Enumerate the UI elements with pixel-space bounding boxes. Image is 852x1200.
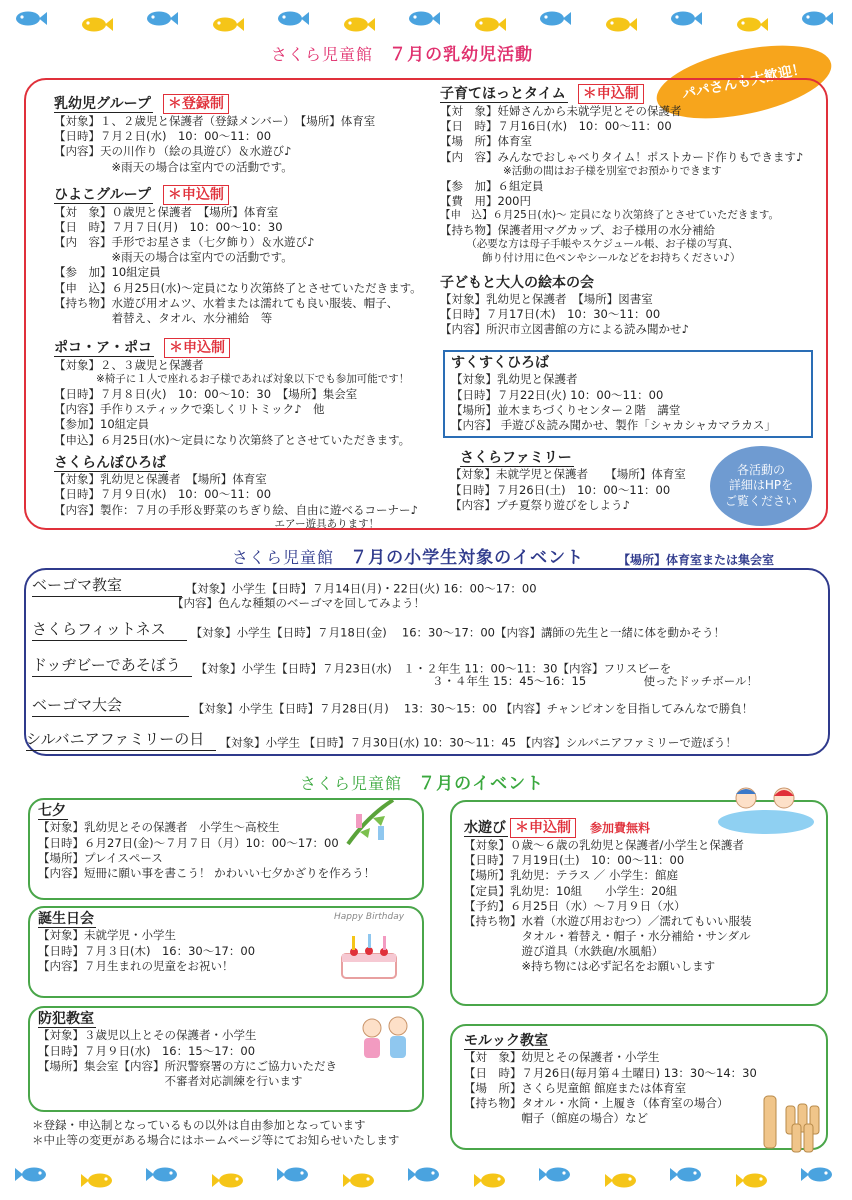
kosodate-line: 【持ち物】保護者用マグカップ、お子様用の水分補給 (440, 222, 715, 237)
event-detail: ３・４年生 15：45～16：15 使ったドッチボール！ (432, 674, 758, 688)
nyuyouji-name: 乳幼児グループ (54, 96, 151, 112)
mizuasobi-line: 【定員】乳幼児：10組 小学生：20組 (464, 883, 678, 898)
hiyoko-tag: ＊申込制 (163, 185, 229, 205)
fish-icon (342, 16, 376, 33)
ehon-line: 【日時】７月17日(木) 10：30～11：00 (440, 307, 661, 322)
poco-heading (54, 338, 430, 358)
mizuasobi-line: 【持ち物】水着（水遊び用おむつ）／濡れてもいい服装 (464, 913, 752, 928)
poco-line: 【参加】10組定員 (54, 417, 150, 432)
kosodate-line: 飾り付け用に色ペンやシールなどをお持ちください♪） (440, 251, 741, 264)
hiyoko-line: 【申 込】６月25日(水)～定員になり次第終了とさせていただきます。 (54, 280, 422, 295)
sukusuku-line: 【場所】並木まちづくりセンター２階 講堂 (451, 402, 681, 417)
birthday-cake-text: Happy Birthday (334, 912, 405, 922)
fish-icon (211, 16, 245, 33)
poco-line: 【日時】７月８日(火) 10：00～10：30 【場所】集会室 (54, 387, 358, 402)
event-detail: 【対象】小学生【日時】７月28日(月) 13：30～15：00 【内容】チャンピオンを目指してみんなで勝負！ (192, 701, 754, 716)
event-name: ベーゴマ教室 (32, 576, 182, 597)
bouhan-line: 【日時】７月９日(水) 16：15～17：00 (38, 1043, 256, 1058)
elementary-title-prefix: さくら児童館 (232, 548, 335, 567)
mizuasobi-line: ※持ち物には必ず記名をお願いします (464, 959, 716, 974)
bottom-fish-decoration (0, 1160, 852, 1200)
ehon-line: 【対象】乳幼児と保護者 【場所】図書室 (440, 292, 653, 307)
nyuyouji-line: 【日時】７月２日(水) 10：00～11：00 (54, 129, 272, 144)
elementary-events-title (232, 547, 584, 569)
event-detail: 【内容】色んな種類のベーゴマを回してみよう！ (172, 596, 425, 610)
fish-icon (80, 1172, 114, 1189)
kosodate-line: 【対 象】妊婦さんから未就学児とその保護者 (440, 104, 682, 118)
fish-icon (145, 1166, 179, 1183)
fish-icon (80, 16, 114, 33)
poco-line: ※椅子に１人で座れるお子様であれば対象以下でも参加可能です！ (54, 373, 410, 386)
fish-icon (735, 1172, 769, 1189)
infant-title-main: ７月の乳幼児活動 (389, 45, 534, 65)
molkky-line: 【対 象】幼児とその保護者・小学生 (464, 1050, 660, 1065)
elementary-title-main: ７月の小学生対象のイベント (350, 548, 585, 568)
mizuasobi-name: 水遊び (464, 820, 506, 836)
infant-right-column (440, 84, 820, 338)
sakuranbo-group (54, 454, 430, 532)
mizuasobi-line: 【場所】乳幼児：テラス ／ 小学生：館庭 (464, 868, 678, 883)
hiyoko-line: 【対 象】０歳児と保護者 【場所】体育室 (54, 204, 279, 219)
tanabata-line: 【場所】プレイスペース (38, 850, 163, 865)
event-detail: 【対象】小学生【日時】７月18日(金) 16：30～17：00【内容】講師の先生と一緒に体を動かそう！ (190, 625, 725, 640)
molkky-name: モルック教室 (464, 1033, 548, 1049)
birthday-name: 誕生日会 (38, 911, 94, 927)
fish-icon (276, 1166, 310, 1183)
fish-icon (407, 1166, 441, 1183)
fish-icon (342, 1172, 376, 1189)
birthday-line: 【対象】未就学児・小学生 (38, 928, 176, 943)
event-name: さくらフィットネス (32, 620, 187, 641)
fish-icon (473, 1172, 507, 1189)
fish-icon (276, 10, 310, 27)
fish-icon (145, 10, 179, 27)
kosodate-name: 子育てほっとタイム (440, 86, 566, 102)
fish-icon (800, 1166, 834, 1183)
poco-line: 【申込】６月25日(水)～定員になり次第終了とさせていただきます。 (54, 432, 411, 447)
event-name: シルバニアファミリーの日 (26, 730, 216, 751)
fish-icon (473, 16, 507, 33)
kosodate-line: 【申 込】６月25日(水)～ 定員になり次第終了とさせていただきます。 (440, 208, 780, 221)
bouhan-name: 防犯教室 (38, 1011, 94, 1027)
tanabata-line: 【日時】６月27日(金)～７月７日（月）10：00～17：00 (38, 835, 339, 850)
mizuasobi-line: タオル・着替え・帽子・水分補給・サンダル (464, 929, 751, 944)
molkky-pins-icon (760, 1092, 830, 1156)
molkky-line: 【持ち物】タオル・水筒・上履き（体育室の場合） (464, 1095, 729, 1110)
papa-welcome-text: パパさんも大歓迎！ (680, 60, 808, 103)
sukusuku-box (443, 350, 813, 438)
kosodate-line: 【日 時】７月16日(水) 10：00～11：00 (440, 119, 672, 134)
mizuasobi-tag: ＊申込制 (510, 818, 576, 838)
sakura-family-group (450, 449, 730, 513)
kosodate-heading (440, 84, 820, 104)
info-bubble (710, 446, 812, 526)
sakura-family-name: さくらファミリー (460, 450, 572, 466)
fish-icon (604, 16, 638, 33)
sukusuku-line: 【日時】７月22日(火) 10：00～11：00 (451, 387, 664, 402)
ehon-line: 【内容】所沢市立図書館の方による読み聞かせ♪ (440, 322, 689, 337)
sakuranbo-line: 【日時】７月９日(水) 10：00～11：00 (54, 487, 272, 502)
july-title-prefix: さくら児童館 (300, 774, 403, 793)
sukusuku-name: すくすくひろば (451, 355, 549, 371)
sakura-family-line: 【対象】未就学児と保護者 【場所】体育室 (450, 467, 686, 482)
hiyoko-line: 【日 時】７月７日(月) 10：00～10：30 (54, 219, 283, 234)
mizuasobi-line: 【日時】７月19日(土) 10：00～11：00 (464, 853, 685, 868)
nyuyouji-tag: ＊登録制 (163, 94, 229, 114)
water-play-icon (716, 780, 816, 836)
footnote-line: ＊登録・申込制となっているもの以外は自由参加となっています (32, 1118, 366, 1132)
infant-activities-title (271, 44, 533, 66)
event-detail: 【対象】小学生 【日時】７月30日(水) 10：30～11：45 【内容】シルバニアファミリーで遊ぼう！ (219, 735, 737, 750)
molkky-line: 帽子（館庭の場合）など (464, 1111, 648, 1126)
top-fish-decoration (0, 4, 852, 44)
july-events-title (300, 773, 544, 795)
poco-a-poco-group (54, 338, 430, 448)
sakura-family-line: 【内容】プチ夏祭り遊びをしよう♪ (450, 497, 630, 512)
molkky-line: 【場 所】さくら児童館 館庭または体育室 (464, 1080, 687, 1095)
sakuranbo-heading (54, 454, 430, 472)
poco-line: 【内容】手作りスティックで楽しくリトミック♪ 他 (54, 402, 325, 417)
fish-icon (800, 10, 834, 27)
bamboo-icon (338, 796, 398, 846)
nyuyouji-line: ※雨天の場合は室内での活動です。 (54, 159, 293, 174)
fish-icon (604, 1172, 638, 1189)
info-bubble-line: ご覧ください (724, 493, 797, 508)
event-detail: 【対象】小学生【日時】７月14日(月)・22日(火) 16：00～17：00 (185, 581, 537, 596)
hiyoko-name: ひよこグループ (54, 186, 151, 203)
mizuasobi-line: 遊び道具（水鉄砲/水風船） (464, 944, 664, 959)
sukusuku-heading (451, 354, 805, 372)
tanabata-line: 【内容】短冊に願い事を書こう！ かわいい七夕かざりを作ろう！ (38, 865, 376, 880)
event-row-sylvanian (26, 730, 737, 751)
fish-icon (735, 16, 769, 33)
info-bubble-line: 詳細はHPを (728, 478, 794, 493)
fish-icon (14, 1166, 48, 1183)
fish-icon (669, 1166, 703, 1183)
kosodate-line: 【内 容】みんなでおしゃべりタイム！ポストカード作りもできます♪ (440, 149, 804, 164)
infant-left-column (30, 94, 430, 532)
sakura-family-line: 【日時】７月26日(土) 10：00～11：00 (450, 482, 671, 497)
hiyoko-line: 着替え、タオル、水分補給 等 (54, 310, 273, 325)
ehon-group (440, 274, 820, 338)
hiyoko-line: 【持ち物】水遊び用オムツ、水着または濡れても良い服装、帽子、 (54, 295, 399, 310)
kosodate-line: 【場 所】体育室 (440, 134, 532, 149)
bouhan-line: 不審者対応訓練を行います (38, 1073, 303, 1088)
bouhan-line: 【対象】３歳児以上とその保護者・小学生 (38, 1028, 257, 1043)
birthday-cake-icon (334, 912, 404, 990)
elementary-event-list (26, 576, 828, 752)
sukusuku-line: 【対象】乳幼児と保護者 (451, 372, 578, 387)
event-row-fitness (32, 620, 725, 641)
fish-icon (14, 10, 48, 27)
fish-icon (669, 10, 703, 27)
nyuyouji-line: 【内容】天の川作り（絵の具遊び）＆水遊び♪ (54, 144, 292, 159)
poco-tag: ＊申込制 (164, 338, 230, 358)
poco-line: 【対象】２、３歳児と保護者 (54, 358, 204, 373)
sukusuku-line: 【内容】 手遊び＆読み聞かせ、製作「シャカシャカマラカス」 (451, 417, 776, 432)
poco-name: ポコ・ア・ポコ (54, 340, 152, 357)
bouhan-line: 【場所】集会室【内容】所沢警察署の方にご協力いただき (38, 1058, 337, 1073)
sakura-family-heading (460, 449, 730, 467)
fish-icon (538, 10, 572, 27)
sakuranbo-line: 【対象】乳幼児と保護者 【場所】体育室 (54, 472, 267, 487)
kosodate-tag: ＊申込制 (578, 84, 644, 104)
ehon-heading (440, 274, 820, 292)
sakuranbo-name: さくらんぼひろば (54, 454, 166, 471)
nyuyouji-group (54, 94, 430, 175)
hiyoko-line: 【内 容】手形でお星さま（七夕飾り）＆水遊び♪ (54, 235, 315, 250)
mizuasobi-free: 参加費無料 (590, 821, 651, 835)
nyuyouji-line: 【対象】１、２歳児と保護者（登録メンバー） 【場所】体育室 (54, 114, 376, 128)
elementary-place-note: 【場所】体育室または集会室 (618, 553, 775, 567)
birthday-line: 【内容】７月生まれの児童をお祝い！ (38, 958, 234, 973)
molkky-heading (464, 1032, 818, 1050)
fish-icon (538, 1166, 572, 1183)
ehon-name: 子どもと大人の絵本の会 (440, 274, 594, 291)
kosodate-line: （必要な方は母子手帳やスケジュール帳、お子様の写真、 (440, 237, 739, 250)
event-detail: 【対象】小学生【日時】７月23日(水) １・２年生 11：00～11：30【内容】フリスビーを (195, 661, 672, 676)
info-bubble-line: 各活動の (736, 462, 785, 477)
kosodate-line: 【費 用】200円 (440, 193, 531, 208)
mizuasobi-line: 【対象】０歳～６歳の乳幼児と保護者/小学生と保護者 (464, 838, 744, 852)
event-name: ドッヂビーであそぼう (32, 656, 192, 677)
kosodate-group (440, 84, 820, 266)
birthday-line: 【日時】７月３日(木) 16：30～17：00 (38, 943, 256, 958)
event-row-beigoma (32, 576, 537, 597)
july-title-main: ７月のイベント (418, 774, 545, 794)
hiyoko-group (54, 185, 430, 326)
footnote-line: ＊中止等の変更がある場合にはホームページ等にてお知らせいたします (32, 1133, 400, 1148)
infant-title-prefix: さくら児童館 (271, 45, 374, 64)
sakuranbo-line: 【内容】製作：７月の手形＆野菜のちぎり絵、自由に遊べるコーナー♪ (54, 502, 418, 517)
footnotes (32, 1118, 452, 1148)
tanabata-name: 七夕 (38, 803, 66, 819)
kosodate-line: ※活動の間はお子様を別室でお預かりできます (440, 164, 722, 177)
kosodate-line: 【参 加】６組定員 (440, 178, 544, 193)
fish-icon (211, 1172, 245, 1189)
event-row-beigoma-taikai (32, 696, 753, 717)
sakuranbo-line: エアー遊具あります！ (54, 517, 380, 530)
hiyoko-line: 【参 加】10組定員 (54, 265, 161, 280)
nyuyouji-heading (54, 94, 430, 114)
event-name: ベーゴマ大会 (32, 696, 189, 717)
molkky-line: 【日 時】７月26日(毎月第４土曜日) 13：30～14：30 (464, 1065, 757, 1080)
mizuasobi-line: 【予約】６月25日（水）～７月９日（水） (464, 898, 686, 913)
tanabata-line: 【対象】乳幼児とその保護者 小学生～高校生 (38, 820, 280, 835)
hiyoko-heading (54, 185, 430, 205)
children-icon (356, 1012, 414, 1064)
fish-icon (407, 10, 441, 27)
hiyoko-line: ※雨天の場合は室内での活動です。 (54, 250, 293, 265)
